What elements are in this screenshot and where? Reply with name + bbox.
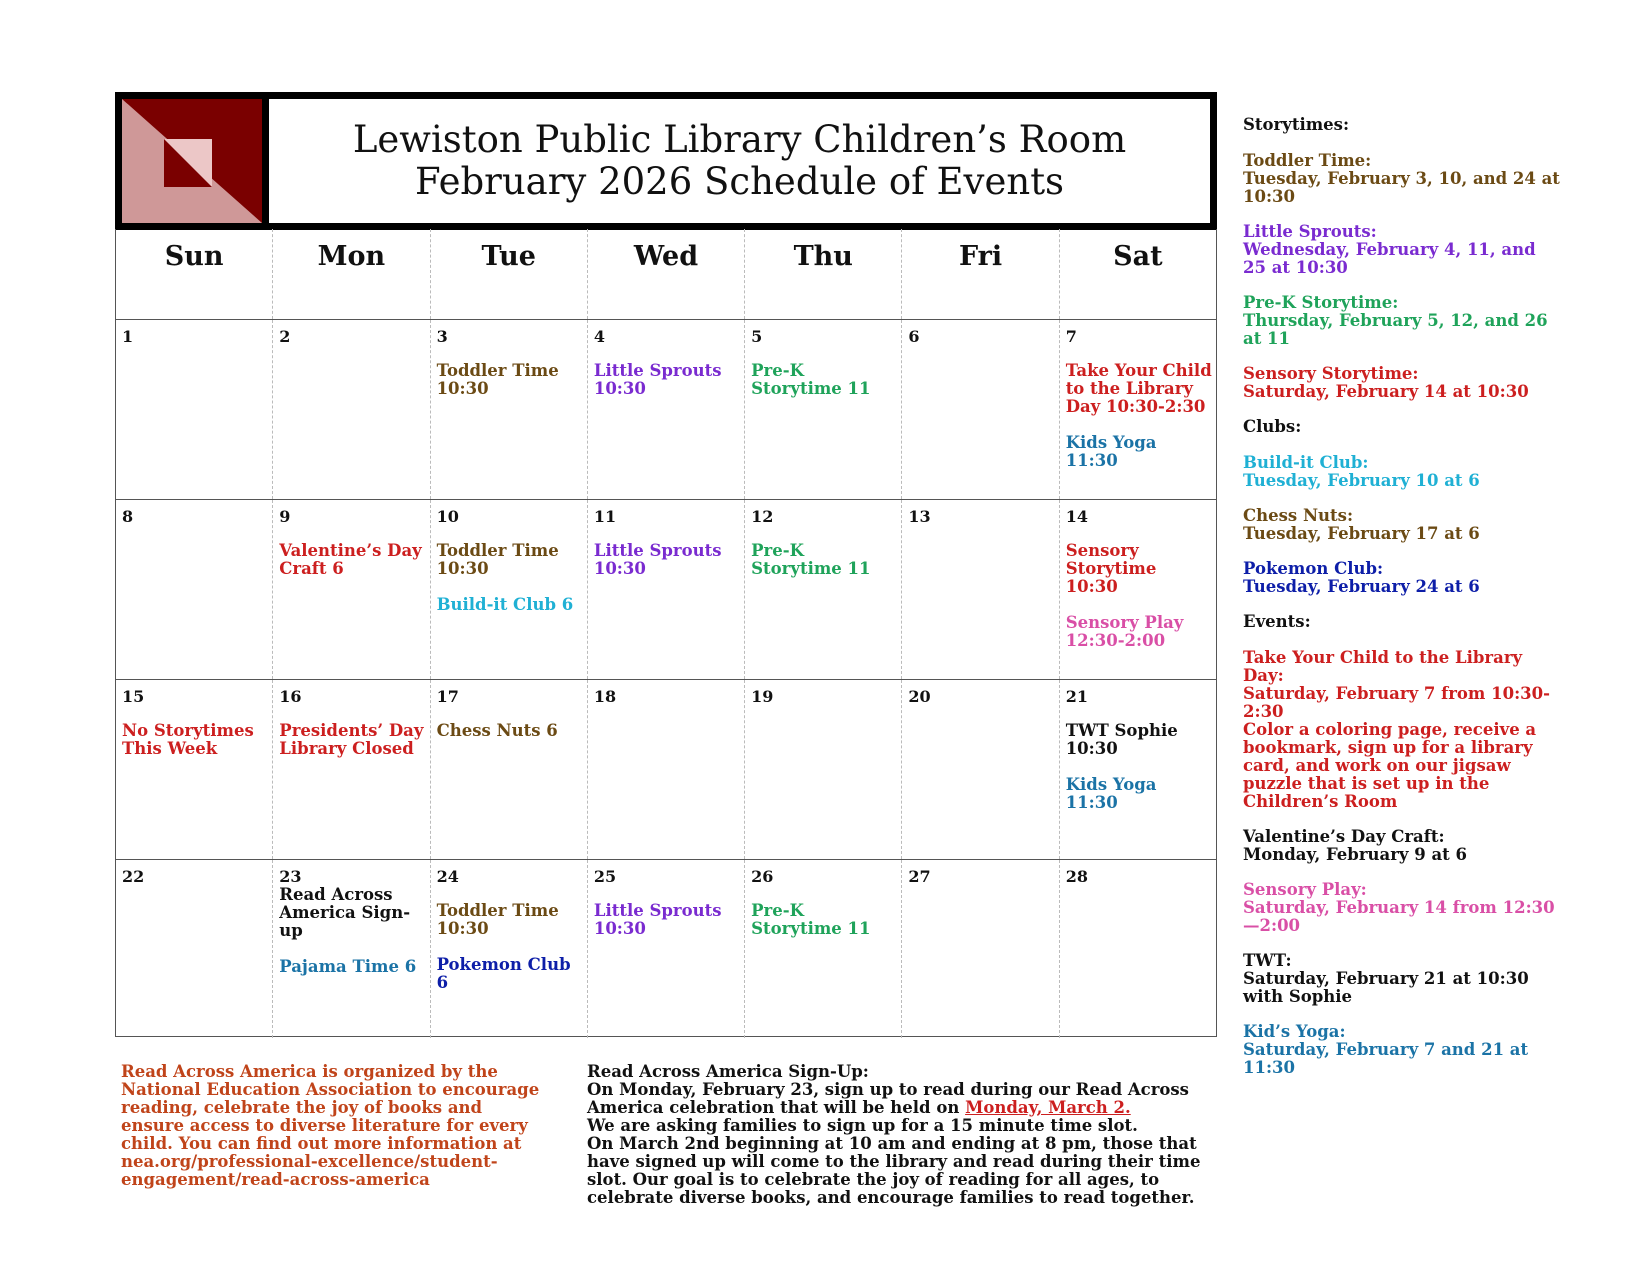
signup-p1-text: On Monday, February 23, sign up to read during our Read Across America celebration that will be held on bbox=[587, 1080, 1189, 1117]
day-number: 11 bbox=[593, 507, 617, 526]
sidebar-events-item bbox=[1243, 828, 1563, 864]
day-number: 18 bbox=[593, 687, 617, 706]
day-cell-18 bbox=[587, 680, 744, 859]
clubs-heading: Clubs: bbox=[1243, 417, 1302, 436]
sidebar-item-title: Kid’s Yoga: bbox=[1243, 1022, 1346, 1041]
dow-sat: Sat bbox=[1059, 229, 1216, 319]
day-number: 3 bbox=[436, 327, 448, 346]
sidebar-storytimes-item bbox=[1243, 365, 1563, 401]
day-number: 13 bbox=[908, 507, 931, 526]
dow-wed: Wed bbox=[587, 229, 744, 319]
day-cell-3 bbox=[430, 320, 587, 499]
day-cell-8 bbox=[116, 500, 272, 679]
signup-paragraph-1 bbox=[587, 1081, 1217, 1117]
read-across-america-signup bbox=[587, 1063, 1217, 1207]
day-cell-16 bbox=[272, 680, 429, 859]
sidebar-item-detail: Saturday, February 14 from 12:30—2:00 bbox=[1243, 898, 1555, 935]
signup-date-link: Monday, March 2. bbox=[965, 1098, 1131, 1117]
calendar-event: Read Across America Sign-up bbox=[279, 885, 411, 940]
day-number: 27 bbox=[908, 867, 931, 886]
day-cell-15 bbox=[116, 680, 272, 859]
day-cell-23 bbox=[272, 860, 429, 1038]
title-line-2: February 2026 Schedule of Events bbox=[414, 160, 1065, 203]
signup-paragraph-3: On March 2nd beginning at 10 am and ending at 8 pm, those that have signed up will come to the library and read during their time slot. Our goal is to celebrate the joy of reading for all ages, to celebrate diverse books, and encourage families to read together. bbox=[587, 1134, 1201, 1207]
day-number: 9 bbox=[279, 507, 291, 526]
sidebar-clubs-item bbox=[1243, 454, 1563, 490]
dow-sun: Sun bbox=[164, 241, 224, 272]
day-cell-25 bbox=[587, 860, 744, 1038]
calendar-event: Kids Yoga 11:30 bbox=[1065, 433, 1157, 470]
sidebar-item-title: TWT: bbox=[1243, 951, 1292, 970]
calendar-grid bbox=[115, 229, 1217, 1037]
sidebar-item-detail: Thursday, February 5, 12, and 26 at 11 bbox=[1243, 311, 1548, 348]
logo-graphic bbox=[122, 99, 262, 223]
sidebar-item-extra: Color a coloring page, receive a bookmark, sign up for a library card, and work on our jigsaw puzzle that is set up in the Children’s Room bbox=[1243, 720, 1537, 811]
sidebar-events-item bbox=[1243, 1023, 1563, 1077]
sidebar-item-title: Take Your Child to the Library Day: bbox=[1243, 648, 1523, 685]
sidebar-item-title: Sensory Play: bbox=[1243, 880, 1367, 899]
sidebar-clubs-item bbox=[1243, 560, 1563, 596]
calendar-event: Build-it Club 6 bbox=[436, 595, 574, 614]
sidebar-item-detail: Saturday, February 21 at 10:30 with Sophie bbox=[1243, 969, 1529, 1006]
calendar-event: Pre-K Storytime 11 bbox=[751, 901, 871, 938]
sidebar-item-detail: Saturday, February 7 from 10:30-2:30 bbox=[1243, 684, 1550, 721]
title-block bbox=[269, 99, 1210, 223]
day-number: 22 bbox=[122, 867, 145, 886]
calendar-event: Little Sprouts 10:30 bbox=[593, 541, 722, 578]
day-number: 14 bbox=[1065, 507, 1088, 526]
day-cell-24 bbox=[430, 860, 587, 1038]
sidebar-item-title: Pokemon Club: bbox=[1243, 559, 1384, 578]
day-cell-20 bbox=[901, 680, 1058, 859]
sidebar-item-detail: Monday, February 9 at 6 bbox=[1243, 845, 1468, 864]
day-number: 5 bbox=[751, 327, 763, 346]
calendar-event: Little Sprouts 10:30 bbox=[593, 361, 722, 398]
title-line-1: Lewiston Public Library Children’s Room bbox=[352, 118, 1127, 161]
day-number: 24 bbox=[436, 867, 459, 886]
day-cell-11 bbox=[587, 500, 744, 679]
day-cell-13 bbox=[901, 500, 1058, 679]
sidebar-item-detail: Tuesday, February 10 at 6 bbox=[1243, 471, 1480, 490]
day-cell-6 bbox=[901, 320, 1058, 499]
sidebar-clubs-item bbox=[1243, 507, 1563, 543]
dow-tue: Tue bbox=[430, 229, 587, 319]
day-cell-7 bbox=[1059, 320, 1216, 499]
sidebar-item-title: Chess Nuts: bbox=[1243, 506, 1354, 525]
dow-fri: Fri bbox=[901, 229, 1058, 319]
day-number: 10 bbox=[436, 507, 459, 526]
day-cell-12 bbox=[744, 500, 901, 679]
calendar-event: Presidents’ Day Library Closed bbox=[279, 721, 424, 758]
calendar-event: Chess Nuts 6 bbox=[436, 721, 558, 740]
calendar-event: Pokemon Club 6 bbox=[436, 955, 571, 992]
day-cell-5 bbox=[744, 320, 901, 499]
day-number: 17 bbox=[436, 687, 459, 706]
day-cell-27 bbox=[901, 860, 1058, 1038]
week-row bbox=[116, 680, 1216, 860]
day-number: 6 bbox=[908, 327, 920, 346]
sidebar-events-item bbox=[1243, 952, 1563, 1006]
day-number: 19 bbox=[751, 687, 774, 706]
day-cell-14 bbox=[1059, 500, 1216, 679]
day-cell-9 bbox=[272, 500, 429, 679]
day-number: 21 bbox=[1065, 687, 1088, 706]
sidebar-events-item bbox=[1243, 649, 1563, 811]
day-cell-28 bbox=[1059, 860, 1216, 1038]
day-number: 4 bbox=[593, 327, 605, 346]
library-logo bbox=[122, 99, 269, 223]
day-number: 7 bbox=[1065, 327, 1077, 346]
sidebar-item-detail: Saturday, February 14 at 10:30 bbox=[1243, 382, 1529, 401]
day-cell-1 bbox=[116, 320, 272, 499]
day-cell-22 bbox=[116, 860, 272, 1038]
day-cell-19 bbox=[744, 680, 901, 859]
day-number: 2 bbox=[279, 327, 291, 346]
day-number: 25 bbox=[593, 867, 617, 886]
calendar-event: No Storytimes This Week bbox=[122, 721, 254, 758]
schedule-sidebar bbox=[1243, 116, 1563, 1094]
dow-thu: Thu bbox=[744, 229, 901, 319]
sidebar-item-title: Valentine’s Day Craft: bbox=[1243, 827, 1445, 846]
day-number: 15 bbox=[122, 687, 145, 706]
calendar-event: Pajama Time 6 bbox=[279, 957, 417, 976]
sidebar-item-title: Little Sprouts: bbox=[1243, 222, 1377, 241]
calendar-event: Valentine’s Day Craft 6 bbox=[279, 541, 422, 578]
calendar-event: Kids Yoga 11:30 bbox=[1065, 775, 1157, 812]
day-number: 23 bbox=[279, 867, 302, 886]
calendar-event: Toddler Time 10:30 bbox=[436, 901, 559, 938]
calendar-event: Pre-K Storytime 11 bbox=[751, 541, 871, 578]
sidebar-item-detail: Tuesday, February 3, 10, and 24 at 10:30 bbox=[1243, 169, 1560, 206]
sidebar-storytimes-item bbox=[1243, 223, 1563, 277]
calendar-event: Toddler Time 10:30 bbox=[436, 541, 559, 578]
day-number: 12 bbox=[751, 507, 774, 526]
day-cell-17 bbox=[430, 680, 587, 859]
sidebar-item-title: Toddler Time: bbox=[1243, 151, 1372, 170]
signup-paragraph-2: We are asking families to sign up for a 15 minute time slot. bbox=[587, 1116, 1138, 1135]
day-number: 8 bbox=[122, 507, 134, 526]
day-number: 28 bbox=[1065, 867, 1088, 886]
calendar-event: Sensory Storytime 10:30 bbox=[1065, 541, 1157, 596]
calendar-event: Take Your Child to the Library Day 10:30-2:30 bbox=[1065, 361, 1212, 416]
calendar-event: TWT Sophie 10:30 bbox=[1065, 721, 1178, 758]
read-across-america-info: Read Across America is organized by the National Education Association to encourage reading, celebrate the joy of books and ensure access to diverse literature for every child. You can find out more information at nea.org/professional-excellence/student-engagement/read-across-america bbox=[121, 1062, 540, 1189]
day-number: 20 bbox=[908, 687, 931, 706]
sidebar-storytimes-item bbox=[1243, 294, 1563, 348]
sidebar-item-detail: Tuesday, February 24 at 6 bbox=[1243, 577, 1480, 596]
header-banner bbox=[115, 92, 1217, 230]
day-cell-10 bbox=[430, 500, 587, 679]
week-row bbox=[116, 860, 1216, 1038]
day-cell-26 bbox=[744, 860, 901, 1038]
sidebar-item-title: Pre-K Storytime: bbox=[1243, 293, 1399, 312]
calendar-event: Sensory Play 12:30-2:00 bbox=[1065, 613, 1184, 650]
week-row bbox=[116, 500, 1216, 680]
calendar-event: Pre-K Storytime 11 bbox=[751, 361, 871, 398]
day-cell-2 bbox=[272, 320, 429, 499]
day-of-week-header bbox=[116, 229, 1216, 320]
week-row bbox=[116, 320, 1216, 500]
dow-mon: Mon bbox=[272, 229, 429, 319]
day-number: 26 bbox=[751, 867, 774, 886]
events-heading: Events: bbox=[1243, 612, 1311, 631]
calendar-event: Little Sprouts 10:30 bbox=[593, 901, 722, 938]
sidebar-item-title: Build-it Club: bbox=[1243, 453, 1369, 472]
day-cell-21 bbox=[1059, 680, 1216, 859]
sidebar-item-detail: Wednesday, February 4, 11, and 25 at 10:30 bbox=[1243, 240, 1536, 277]
sidebar-item-title: Sensory Storytime: bbox=[1243, 364, 1419, 383]
sidebar-storytimes-item bbox=[1243, 152, 1563, 206]
sidebar-item-detail: Saturday, February 7 and 21 at 11:30 bbox=[1243, 1040, 1529, 1077]
day-number: 1 bbox=[122, 327, 134, 346]
calendar-event: Toddler Time 10:30 bbox=[436, 361, 559, 398]
sidebar-item-detail: Tuesday, February 17 at 6 bbox=[1243, 524, 1480, 543]
calendar-weeks bbox=[116, 320, 1216, 1038]
sidebar-events-item bbox=[1243, 881, 1563, 935]
day-number: 16 bbox=[279, 687, 302, 706]
storytimes-heading: Storytimes: bbox=[1243, 115, 1350, 134]
signup-heading: Read Across America Sign-Up: bbox=[587, 1062, 869, 1081]
day-cell-4 bbox=[587, 320, 744, 499]
